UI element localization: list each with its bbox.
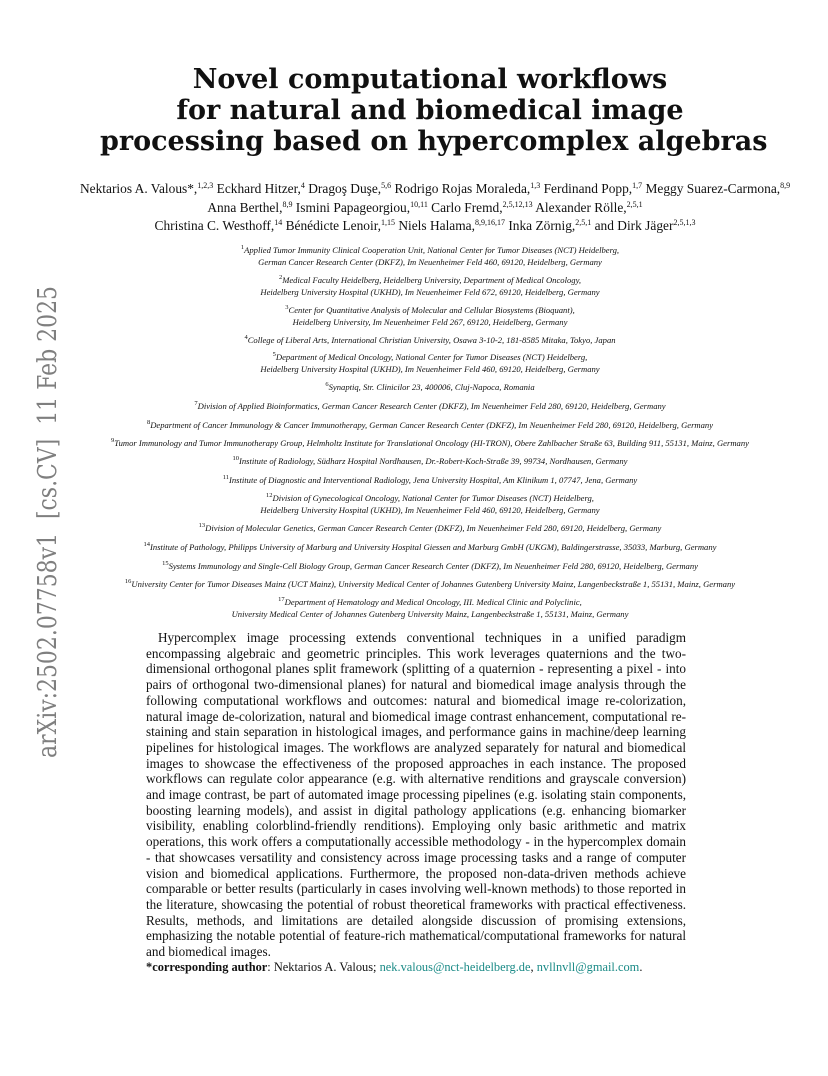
affiliation-line: $^5$Department of Medical Oncology, National Center for Tumor Diseases (NCT) Heidelberg, bbox=[272, 351, 588, 362]
author: Niels Halama,$^{8,9,16,17}$ bbox=[398, 218, 505, 233]
period: . bbox=[639, 960, 643, 974]
author: Carlo Fremd,$^{2,5,12,13}$ bbox=[431, 199, 533, 215]
affiliation-line: $^{12}$Division of Gynecological Oncology, National Center for Tumor Diseases (NCT) Heidelberg, bbox=[266, 492, 594, 503]
affiliation-line: $^{11}$Institute of Diagnostic and Interventional Radiology, Jena University Hospital, Am Klinikum 1, 07747, Jena, Germany bbox=[222, 474, 638, 485]
affiliation bbox=[70, 493, 790, 516]
paper-title bbox=[100, 64, 768, 157]
email-link-secondary[interactable]: nvllnvll@gmail.com bbox=[536, 960, 640, 974]
author-list bbox=[80, 180, 791, 236]
author: Rodrigo Rojas Moraleda,$^{1,3}$ bbox=[394, 181, 541, 196]
author: Alexander Rölle,$^{2,5,1}$ bbox=[535, 199, 643, 215]
affiliation-line: $^{15}$Systems Immunology and Single-Cell Biology Group, German Cancer Research Center (DKFZ), Im Neuenheimer Feld 280, 69120, Heidelberg, Germany bbox=[162, 560, 698, 571]
affiliation-line: $^4$College of Liberal Arts, International Christian University, Osawa 3-10-2, 181-8585 Mitaka, Tokyo, Japan bbox=[244, 334, 616, 345]
affiliation bbox=[70, 352, 790, 375]
affiliation-line: $^2$Medical Faculty Heidelberg, Heidelberg University, Department of Medical Oncology, bbox=[278, 274, 582, 285]
affiliation bbox=[70, 335, 790, 347]
affiliation-line: $^7$Division of Applied Bioinformatics, German Cancer Research Center (DKFZ), Im Neuenheimer Feld 280, 69120, Heidelberg, Germany bbox=[194, 400, 666, 411]
email-link-primary[interactable]: nek.valous@nct-heidelberg.de bbox=[379, 960, 531, 974]
affiliation bbox=[70, 420, 790, 432]
affiliation-line: $^9$Tumor Immunology and Tumor Immunotherapy Group, Helmholtz Institute for Translational Oncology (HI-TRON), Obere Zahlbacher Straße 63, Building 911, 55131, Mainz, Germany bbox=[111, 437, 749, 448]
author-line bbox=[80, 199, 770, 218]
affiliation bbox=[70, 275, 790, 298]
affiliation bbox=[70, 475, 790, 487]
title-line: for natural and biomedical image bbox=[176, 95, 684, 126]
arxiv-stamp bbox=[8, 0, 70, 1072]
author: Nektarios A. Valous*,$^{1,2,3}$ bbox=[80, 181, 214, 196]
author-line bbox=[80, 217, 770, 236]
corresponding-name: : Nektarios A. Valous; bbox=[267, 960, 380, 974]
title-line: processing based on hypercomplex algebras bbox=[100, 126, 768, 157]
affiliation-line: $^{14}$Institute of Pathology, Philipps University of Marburg and University Hospital Giessen and Marburg GmbH (UKGM), Baldingerstrasse, 35033, Marburg, Germany bbox=[143, 541, 717, 552]
affiliation-line: Heidelberg University, Im Neuenheimer Feld 267, 69120, Heidelberg, Germany bbox=[292, 316, 568, 327]
affiliation-line: University Medical Center of Johannes Gutenberg University Mainz, Langenbeckstraße 1, 55131, Mainz, Germany bbox=[231, 608, 629, 619]
corresponding-label: *corresponding author bbox=[146, 960, 268, 974]
affiliation-line: $^8$Department of Cancer Immunology & Cancer Immunotherapy, German Cancer Research Center (DKFZ), Im Neuenheimer Feld 280, 69120, Heidelberg, Germany bbox=[146, 419, 714, 430]
author-line bbox=[80, 180, 791, 199]
author: Meggy Suarez-Carmona,$^{8,9}$ bbox=[645, 181, 791, 196]
arxiv-stamp-text: arXiv:2502.07758v1 [cs.CV] 11 Feb 2025 bbox=[33, 198, 63, 758]
affiliation-line: $^{16}$University Center for Tumor Diseases Mainz (UCT Mainz), University Medical Center of Johannes Gutenberg University Mainz, Langenbeckstraße 1, 55131, Mainz, Germany bbox=[124, 578, 736, 589]
author: Bénédicte Lenoir,$^{1,15}$ bbox=[285, 218, 395, 233]
affiliation bbox=[70, 401, 790, 413]
affiliation bbox=[70, 542, 790, 554]
affiliation-line: Heidelberg University Hospital (UKHD), Im Neuenheimer Feld 460, 69120, Heidelberg, Germany bbox=[260, 504, 600, 515]
author: Ferdinand Popp,$^{1,7}$ bbox=[543, 181, 643, 196]
affiliation bbox=[70, 523, 790, 535]
author: Dragoş Duşe,$^{5,6}$ bbox=[308, 181, 392, 196]
affiliation-line: German Cancer Research Center (DKFZ), Im Neuenheimer Feld 460, 69120, Heidelberg, Germany bbox=[258, 256, 602, 267]
corresponding-author bbox=[146, 960, 706, 975]
affiliation bbox=[70, 382, 790, 394]
affiliation-line: $^{17}$Department of Hematology and Medical Oncology, III. Medical Clinic and Polyclinic, bbox=[278, 596, 582, 607]
affiliation-line: $^{13}$Division of Molecular Genetics, German Cancer Research Center (DKFZ), Im Neuenheimer Feld 280, 69120, Heidelberg, Germany bbox=[198, 522, 662, 533]
affiliation bbox=[70, 438, 790, 450]
affiliation-line: $^{10}$Institute of Radiology, Südharz Hospital Nordhausen, Dr.-Robert-Koch-Straße 39, 99734, Nordhausen, Germany bbox=[232, 455, 628, 466]
affiliation-line: $^3$Center for Quantitative Analysis of Molecular and Cellular Biosystems (Bioquant), bbox=[285, 304, 575, 315]
affiliation bbox=[70, 456, 790, 468]
affiliation-line: $^6$Synaptiq, Str. Clinicilor 23, 400006, Cluj-Napoca, Romania bbox=[325, 381, 535, 392]
author: Christina C. Westhoff,$^{14}$ bbox=[154, 218, 283, 233]
affiliation bbox=[70, 561, 790, 573]
abstract-text: Hypercomplex image processing extends conventional techniques in a unified paradigm encompassing algebraic and geometric principles. This work leverages quaternions and the two-dimensional orthogonal planes split framework (splitting of a quaternion - representing a pixel - into pairs of orthogonal two-dimensional planes) for natural and biomedical image analysis through the following computational workflows and outcomes: natural and biomedical image re-colorization, natural image de-colorization, natural and biomedical image contrast enhancement, computational re-staining and stain separation in histological images, and performance gains in machine/deep learning pipelines for histological images. The workflows are analyzed separately for natural and biomedical images to showcase the effectiveness of the proposed approaches in each instance. The proposed workflows can regulate color appearance (e.g. with alternative renditions and grayscale conversion) and image contrast, be part of automated image processing pipelines (e.g. isolating stain components, boosting learning models), and assist in digital pathology applications (e.g. enhancing biomarker visibility, enabling colorblind-friendly renditions). Employing only basic arithmetic and matrix operations, this work offers a computationally accessible methodology - in the hypercomplex domain - that showcases versatility and consistency across image processing tasks and a range of computer vision and biomedical applications. Furthermore, the proposed non-data-driven methods achieve comparable or better results (particularly in cases involving well-known methods) to those reported in the literature, showcasing the potential of robust theoretical frameworks with practical effectiveness. Results, methods, and limitations are detailed alongside discussion of promising extensions, emphasizing the notable potential of feature-rich mathematical/computational frameworks for natural and biomedical images. bbox=[146, 630, 686, 960]
affiliation-line: Heidelberg University Hospital (UKHD), Im Neuenheimer Feld 460, 69120, Heidelberg, Germany bbox=[260, 363, 600, 374]
author: Inka Zörnig,$^{2,5,1}$ bbox=[508, 218, 592, 233]
abstract bbox=[146, 630, 686, 960]
affiliation bbox=[70, 597, 790, 620]
author: and Dirk Jäger$^{2,5,1,3}$ bbox=[594, 218, 696, 233]
affiliation bbox=[70, 305, 790, 328]
title-line: Novel computational workflows bbox=[192, 64, 668, 95]
author: Anna Berthel,$^{8,9}$ bbox=[207, 199, 293, 215]
affiliation bbox=[70, 245, 790, 268]
author: Ismini Papageorgiou,$^{10,11}$ bbox=[295, 199, 428, 215]
affiliation-line: $^1$Applied Tumor Immunity Clinical Cooperation Unit, National Center for Tumor Diseases (NCT) Heidelberg, bbox=[240, 244, 620, 255]
author: Eckhard Hitzer,$^4$ bbox=[216, 181, 305, 196]
affiliation bbox=[70, 579, 790, 591]
affiliation-line: Heidelberg University Hospital (UKHD), Im Neuenheimer Feld 672, 69120, Heidelberg, Germany bbox=[260, 286, 600, 297]
separator: , bbox=[530, 960, 537, 974]
